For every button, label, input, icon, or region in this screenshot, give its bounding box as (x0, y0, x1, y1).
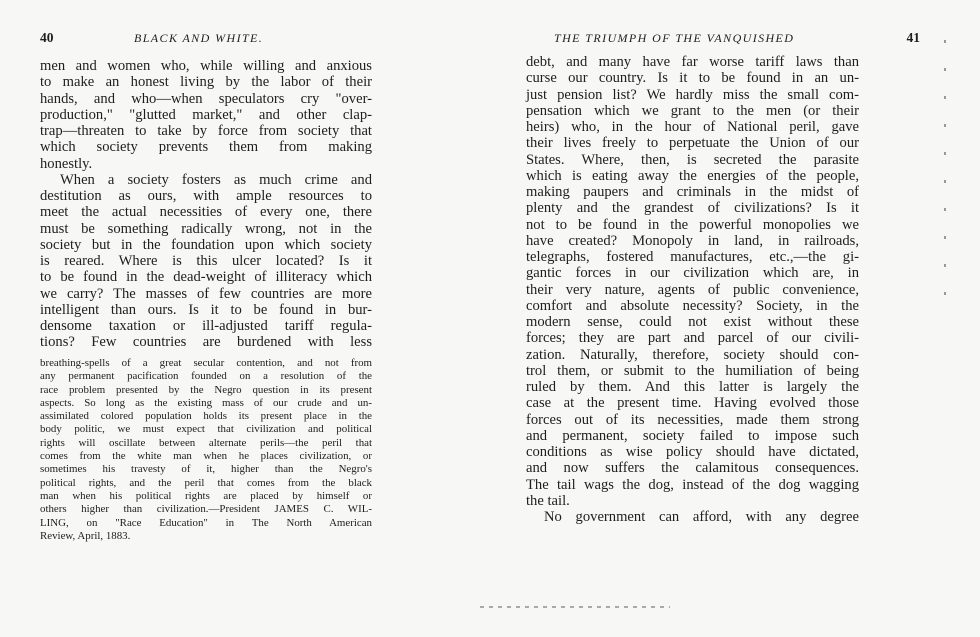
body-line: and permanent, society failed to impose such (526, 427, 859, 444)
body-line: meet the actual necessities of every one, there (40, 204, 372, 221)
body-line: must be something radically wrong, not in the (40, 220, 372, 237)
footnote-line: political rights, and the peril that comes from the black (40, 476, 372, 489)
footnote (40, 357, 372, 543)
footnote-line: others higher than civilization.—President JAMES C. WIL- (40, 503, 372, 516)
footnote-line: rights will oscillate between alternate perils—the peril that (40, 436, 372, 449)
body-line: is reared. Where is this ulcer located? Is it (40, 253, 372, 269)
body-line: forces; they are part and parcel of our civili- (526, 330, 859, 347)
left-running-head (40, 30, 372, 46)
footnote-line: man when his political rights are placed by himself or (40, 489, 372, 502)
body-line: making paupers and criminals in the midst of (526, 184, 859, 200)
footnote-line: aspects. So long as the existing mass of our crude and un- (40, 396, 372, 409)
body-line: forces out of its necessities, made them strong (526, 411, 859, 428)
footnote-line: breathing-spells of a great secular contention, and not from (40, 357, 372, 369)
body-line: pensation which we grant to the men (or their (526, 102, 859, 119)
body-line: modern sense, could not exist without these (526, 314, 859, 330)
body-line: men and women who, while willing and anxious (40, 58, 372, 74)
body-line: which society prevents them from making (40, 139, 372, 156)
left-page-number: 40 (40, 30, 54, 45)
body-line: their very nature, agents of public convenience, (526, 281, 859, 298)
body-line: comfort and absolute necessity? Society, in the (526, 297, 859, 314)
scan-edge-artifact (944, 40, 946, 300)
body-line: their lives freely to perpetuate the Union of our (526, 135, 859, 152)
body-line: curse our country. Is it to be found in an un- (526, 70, 859, 87)
body-line: not to be found in the powerful monopolies we (526, 216, 859, 233)
body-line: ruled by them. And this latter is largely the (526, 379, 859, 395)
body-line: trap—threaten to take by force from society that (40, 123, 372, 139)
body-line: society but in the foundation upon which society (40, 236, 372, 253)
body-line: States. Where, then, is secreted the parasite (526, 151, 859, 168)
scan-dots-artifact (480, 606, 670, 608)
body-line: which is eating away the energies of the people, (526, 167, 859, 184)
right-page-number: 41 (906, 30, 920, 45)
footnote-line: comes from the white man when he places civilization, or (40, 450, 372, 463)
footnote-line: sometimes his travesty of it, higher than the Negro's (40, 463, 372, 476)
left-body-text (40, 58, 372, 351)
paragraph-start-line: No government can afford, with any degree (544, 509, 859, 525)
body-line: intelligent than ours. Is it to be found in bur- (40, 301, 372, 318)
body-line: the tail. (526, 492, 570, 509)
body-line: hands, and who—when speculators cry "over- (40, 90, 372, 107)
body-line: tions? Few countries are burdened with less (40, 334, 372, 351)
body-line: to make an honest living by the labor of their (40, 74, 372, 91)
body-line: zation. Naturally, therefore, society should con- (526, 346, 859, 363)
body-line: gantic forces in our civilization which are, in (526, 265, 859, 282)
footnote-line: assimilated colored population holds its present place in the (40, 410, 372, 423)
right-page (490, 0, 980, 637)
footnote-line: Review, April, 1883. (40, 529, 131, 542)
footnote-line: body politic, we must expect that civilization and political (40, 423, 372, 436)
right-body-text (526, 54, 859, 525)
body-line: and now suffers the calamitous consequences. (526, 460, 859, 477)
right-running-head (552, 30, 920, 46)
body-line: densome taxation or ill-adjusted tariff regula- (40, 318, 372, 334)
body-line: plenty and the grandest of civilizations? Is it (526, 200, 859, 217)
body-line: heirs) who, in the hour of National peril, gave (526, 119, 859, 135)
body-line: debt, and many have far worse tariff laws than (526, 54, 859, 70)
body-line: conditions as wise policy should have dictated, (526, 444, 859, 460)
body-line: have created? Monopoly in land, in railroads, (526, 232, 859, 249)
footnote-line: LING, on "Race Education" in The North American (40, 516, 372, 529)
body-line: to be found in the dead-weight of illiteracy which (40, 269, 372, 286)
body-line: telegraphs, fostered manufactures, etc.,—the gi- (526, 249, 859, 265)
body-line: we carry? The masses of few countries are more (40, 285, 372, 302)
body-line: destitution as ours, with ample resources to (40, 188, 372, 204)
body-line: trol them, or submit to the humiliation of being (526, 362, 859, 379)
footnote-line: race problem presented by the Negro question in its present (40, 383, 372, 396)
body-line: honestly. (40, 155, 93, 172)
paragraph-start-line: When a society fosters as much crime and (60, 171, 372, 188)
right-running-title: THE TRIUMPH OF THE VANQUISHED (554, 31, 795, 45)
body-line: The tail wags the dog, instead of the dog wagging (526, 476, 859, 493)
footnote-line: any permanent pacification founded on a resolution of the (40, 370, 372, 383)
left-running-title: BLACK AND WHITE. (134, 31, 264, 45)
body-line: production," "glutted market," and other clap- (40, 106, 372, 123)
body-line: just pension list? We hardly miss the small com- (526, 86, 859, 103)
body-line: case at the present time. Having evolved those (526, 395, 859, 412)
